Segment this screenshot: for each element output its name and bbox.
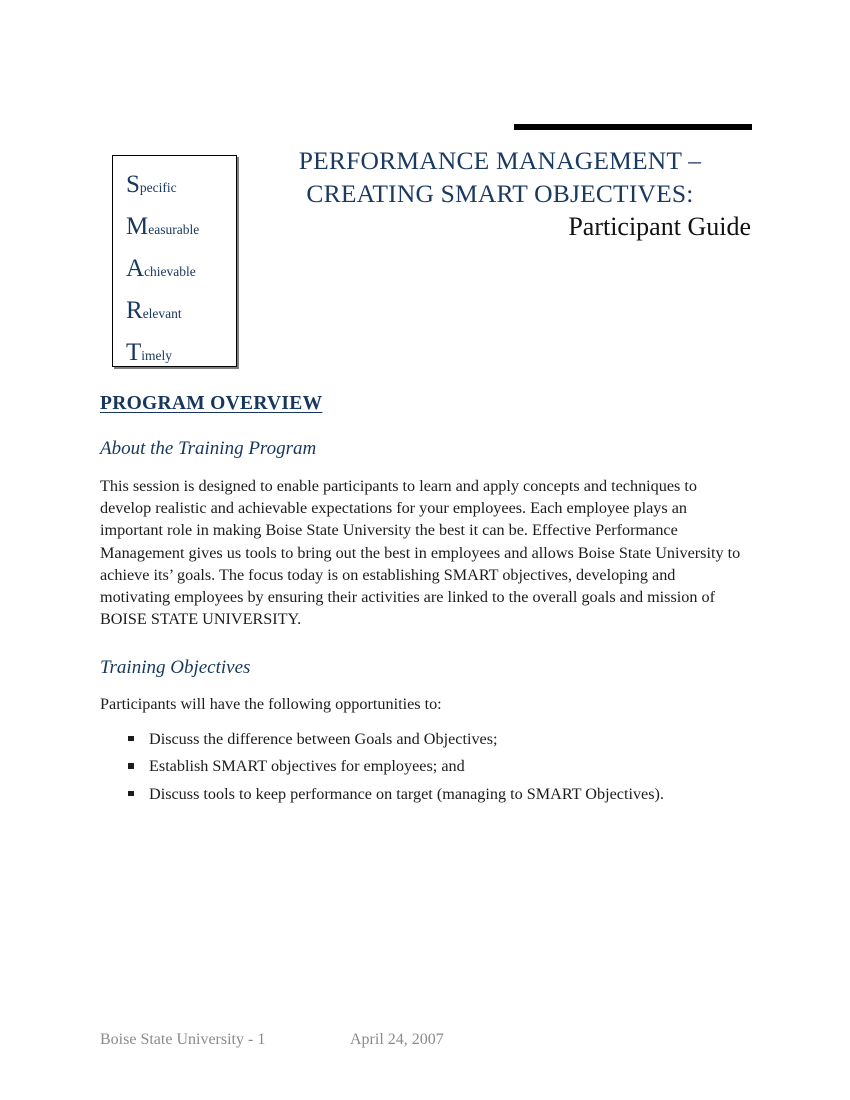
footer-date: April 24, 2007 xyxy=(350,1031,444,1048)
square-bullet-icon xyxy=(128,736,134,742)
list-item xyxy=(100,755,748,777)
document-body xyxy=(100,392,748,810)
smart-acronym-box xyxy=(112,155,237,367)
heading-about-training-program: About the Training Program xyxy=(100,438,317,459)
smart-item-measurable xyxy=(126,214,236,239)
list-item-label: Establish SMART objectives for employees; and xyxy=(149,757,465,776)
list-item-label: Discuss the difference between Goals and Objectives; xyxy=(149,729,498,748)
smart-acronym-list xyxy=(126,172,236,382)
spacer xyxy=(100,630,748,656)
smart-cap-t: T xyxy=(126,339,142,366)
smart-cap-m: M xyxy=(126,213,149,240)
heading-training-objectives: Training Objectives xyxy=(100,657,251,679)
title-line-2: CREATING SMART OBJECTIVES: xyxy=(306,179,694,208)
document-title-block xyxy=(250,144,752,244)
smart-rest-specific: pecific xyxy=(139,180,177,195)
smart-cap-r: R xyxy=(126,297,143,324)
paragraph-about-training-program: This session is designed to enable participants to learn and apply concepts and techniques to develop realistic and achievable expectations for your employees. Each employee plays an important role in making Boise State University the best it can be. Effective Performance Management gives us tools to bring out the best in employees and allows Boise State University to achieve its’ goals. The focus today is on establishing SMART objectives, developing and motivating employees by ensuring their activities are linked to the overall goals and mission of BOISE STATE UNIVERSITY. xyxy=(100,477,741,629)
smart-rest-timely: imely xyxy=(141,348,173,363)
square-bullet-icon xyxy=(128,763,134,769)
page-footer xyxy=(100,1030,750,1050)
paragraph-objectives-intro: Participants will have the following opportunities to: xyxy=(100,695,442,714)
smart-rest-relevant: elevant xyxy=(142,306,182,321)
heading-program-overview: PROGRAM OVERVIEW xyxy=(100,393,323,414)
list-item xyxy=(100,728,748,750)
footer-organization: Boise State University - 1 xyxy=(100,1031,266,1048)
smart-item-relevant xyxy=(126,298,236,323)
header-rule-bar xyxy=(514,124,752,130)
title-line-1: PERFORMANCE MANAGEMENT – xyxy=(298,146,702,175)
smart-item-achievable xyxy=(126,256,236,281)
list-item xyxy=(100,783,748,805)
training-objectives-list xyxy=(100,728,748,805)
document-subtitle: Participant Guide xyxy=(568,212,751,241)
spacer xyxy=(100,716,748,728)
smart-rest-measurable: easurable xyxy=(148,222,200,237)
smart-cap-s: S xyxy=(126,171,140,198)
spacer xyxy=(100,680,748,693)
smart-item-timely xyxy=(126,340,236,365)
square-bullet-icon xyxy=(128,791,134,797)
spacer xyxy=(100,461,748,475)
spacer xyxy=(100,416,748,437)
smart-cap-a: A xyxy=(126,255,145,282)
smart-rest-achievable: chievable xyxy=(144,264,196,279)
list-item-label: Discuss tools to keep performance on target (managing to SMART Objectives). xyxy=(149,784,664,803)
smart-item-specific xyxy=(126,172,236,197)
